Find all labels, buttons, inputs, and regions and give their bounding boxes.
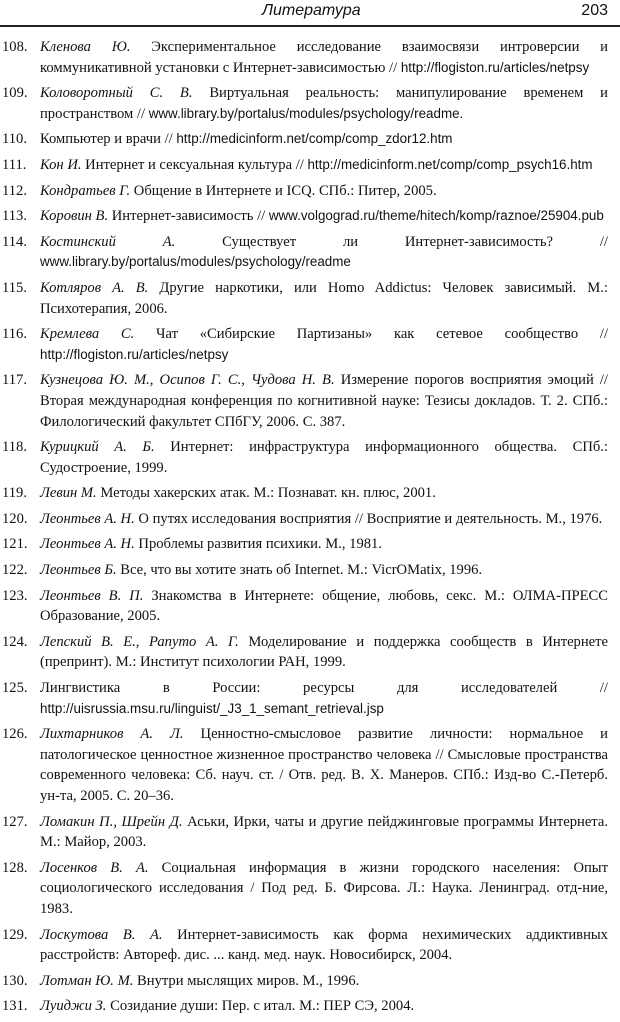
reference-number: 114.: [2, 233, 27, 250]
reference-list: [0, 37, 620, 1022]
reference-author: Кон И.: [40, 156, 82, 173]
reference-text: Внутри мыслящих миров. М., 1996.: [133, 972, 360, 989]
reference-author: Коловоротный С. В.: [40, 85, 193, 102]
reference-text: Интернет и сексуальная культура //: [81, 156, 308, 173]
reference-text: Моделирование и поддержка сообществ в Интернете (препринт). М.: Институт психологии РАН, 1999.: [40, 633, 608, 671]
reference-text: Ценностно-смысловое развитие личности: нормальное и патологическое ценностное жизненное пространство человека // Смысловые пространства современного человека: Сб. науч. ст. / Отв. ред. В. Х. Манеров. СПб.: Изд-во С.-Петерб. ун-та, 2005. С. 20–36.: [40, 726, 608, 804]
reference-author: Лоскутова В. А.: [40, 926, 163, 943]
reference-entry: [0, 278, 608, 319]
reference-number: 122.: [2, 562, 28, 579]
reference-number: 116.: [2, 326, 27, 343]
reference-entry: [0, 509, 608, 530]
reference-entry: [0, 232, 608, 273]
reference-number: 126.: [2, 726, 28, 743]
reference-number: 111.: [2, 156, 27, 173]
reference-author: Леонтьев В. П.: [40, 587, 144, 604]
reference-text: Интернет-зависимость //: [108, 208, 269, 225]
reference-text: Знакомства в Интернете: общение, любовь, секс. М.: ОЛМА-ПРЕСС Образование, 2005.: [40, 587, 608, 625]
reference-number: 120.: [2, 510, 28, 527]
reference-url: http://medicinform.net/comp/comp_zdor12.htm: [176, 131, 453, 147]
reference-author: Леонтьев А. Н.: [40, 536, 135, 553]
reference-url: http://flogiston.ru/articles/netpsy: [400, 59, 590, 75]
reference-number: 117.: [2, 372, 27, 389]
reference-author: Костинский А.: [40, 233, 176, 250]
reference-author: Луиджи З.: [40, 998, 107, 1015]
reference-entry: [0, 324, 608, 365]
reference-author: Кремлева С.: [40, 326, 135, 343]
reference-author: Лепский В. Е., Рапуто А. Г.: [40, 633, 239, 650]
reference-number: 130.: [2, 972, 28, 989]
reference-author: Котляров А. В.: [40, 279, 149, 296]
reference-author: Леонтьев Б.: [40, 562, 117, 579]
reference-text: Общение в Интернете и ICQ. СПб.: Питер, 2005.: [130, 182, 437, 199]
reference-author: Ломакин П., Шрейн Д.: [40, 813, 183, 830]
reference-entry: [0, 812, 608, 853]
reference-author: Лихтарников А. Л.: [40, 726, 184, 743]
reference-text: Чат «Сибирские Партизаны» как сетевое сообщество //: [134, 326, 608, 343]
reference-url: www.library.by/portalus/modules/psychology/readme.: [148, 105, 464, 121]
reference-url: http://uisrussia.msu.ru/linguist/_J3_1_semant_retrieval.jsp: [40, 700, 384, 716]
reference-entry: [0, 632, 608, 673]
reference-number: 128.: [2, 859, 28, 876]
reference-entry: [0, 129, 608, 150]
reference-entry: [0, 534, 608, 555]
reference-entry: [0, 586, 608, 627]
reference-number: 110.: [2, 131, 27, 148]
reference-author: Лотман Ю. М.: [40, 972, 134, 989]
reference-text: Интернет: инфраструктура информационного общества. СПб.: Судостроение, 1999.: [40, 439, 608, 476]
running-title: Литература: [262, 2, 361, 19]
reference-entry: [0, 483, 608, 504]
reference-entry: [0, 996, 608, 1017]
reference-number: 119.: [2, 485, 27, 502]
reference-number: 129.: [2, 926, 28, 943]
reference-text: О путях исследования восприятия // Восприятие и деятельность. М., 1976.: [134, 510, 603, 527]
reference-author: Леонтьев А. Н.: [40, 510, 135, 527]
reference-text: Лингвистика в России: ресурсы для исследователей //: [40, 680, 608, 697]
reference-text: Методы хакерских атак. М.: Познават. кн. плюс, 2001.: [96, 485, 436, 502]
reference-text: Проблемы развития психики. М., 1981.: [134, 536, 382, 553]
reference-entry: [0, 37, 608, 78]
reference-text: Все, что вы хотите знать об Internet. М.: VicrOMatix, 1996.: [116, 562, 483, 579]
reference-text: Аськи, Ирки, чаты и другие пейджинговые программы Интернета. М.: Майор, 2003.: [40, 813, 608, 851]
reference-number: 113.: [2, 208, 27, 225]
page-number: 203: [581, 2, 608, 19]
reference-text: Измерение порогов восприятия эмоций // Вторая международная конференция по когнитивной науке: Тезисы докладов. Т. 2. СПб.: Филологический факультет СПбГУ, 2006. С. 387.: [40, 372, 608, 430]
reference-number: 125.: [2, 680, 28, 697]
reference-number: 115.: [2, 279, 27, 296]
reference-entry: [0, 83, 608, 124]
reference-entry: [0, 206, 608, 227]
reference-author: Левин М.: [40, 485, 97, 502]
reference-text: Интернет-зависимость как форма нехимических аддиктивных расстройств: Автореф. дис. ... канд. мед. наук. Новосибирск, 2004.: [40, 926, 608, 964]
reference-number: 121.: [2, 536, 28, 553]
page-header: [0, 0, 620, 28]
reference-author: Кленова Ю.: [40, 39, 131, 55]
reference-entry: [0, 925, 608, 966]
reference-number: 124.: [2, 633, 28, 650]
reference-text: Компьютер и врачи //: [40, 131, 177, 148]
reference-author: Кондратьев Г.: [40, 182, 131, 199]
reference-text: Существует ли Интернет-зависимость? //: [175, 233, 608, 250]
reference-author: Коровин В.: [40, 208, 109, 225]
reference-text: Социальная информация в жизни городского населения: Опыт социологического исследования / Под ред. Б. Фирсова. Л.: Наука. Ленинград. отд-ние, 1983.: [40, 859, 608, 917]
reference-number: 118.: [2, 439, 27, 456]
reference-text: Виртуальная реальность: манипулирование временем и пространством //: [40, 85, 608, 122]
reference-entry: [0, 370, 608, 432]
reference-url: www.library.by/portalus/modules/psychology/readme: [40, 254, 351, 270]
reference-url: http://medicinform.net/comp/comp_psych16.htm: [307, 156, 593, 172]
reference-entry: [0, 560, 608, 581]
reference-text: Созидание души: Пер. с итал. М.: ПЕР СЭ, 2004.: [106, 998, 415, 1015]
reference-url: http://flogiston.ru/articles/netpsy: [40, 346, 229, 362]
reference-url: www.volgograd.ru/theme/hitech/komp/raznoe/25904.pub: [268, 208, 604, 224]
reference-entry: [0, 437, 608, 478]
reference-number: 112.: [2, 182, 27, 199]
reference-number: 109.: [2, 85, 28, 102]
reference-number: 127.: [2, 813, 28, 830]
reference-author: Кузнецова Ю. М., Осипов Г. С., Чудова Н. В.: [40, 372, 335, 389]
reference-entry: [0, 858, 608, 920]
reference-text: Другие наркотики, или Homo Addictus: Человек зависимый. М.: Психотерапия, 2006.: [40, 279, 608, 317]
reference-number: 123.: [2, 587, 28, 604]
reference-entry: [0, 181, 608, 202]
reference-number: 131.: [2, 998, 28, 1015]
header-rule: [0, 25, 620, 27]
reference-author: Лосенков В. А.: [40, 859, 149, 876]
reference-entry: [0, 155, 608, 176]
reference-text: Экспериментальное исследование взаимосвязи интроверсии и коммуникативной установки с Интернет-зависимостью //: [40, 39, 608, 76]
reference-author: Курицкий А. Б.: [40, 439, 155, 456]
reference-entry: [0, 724, 608, 806]
reference-number: 108.: [2, 39, 28, 55]
reference-entry: [0, 678, 608, 719]
reference-entry: [0, 971, 608, 992]
